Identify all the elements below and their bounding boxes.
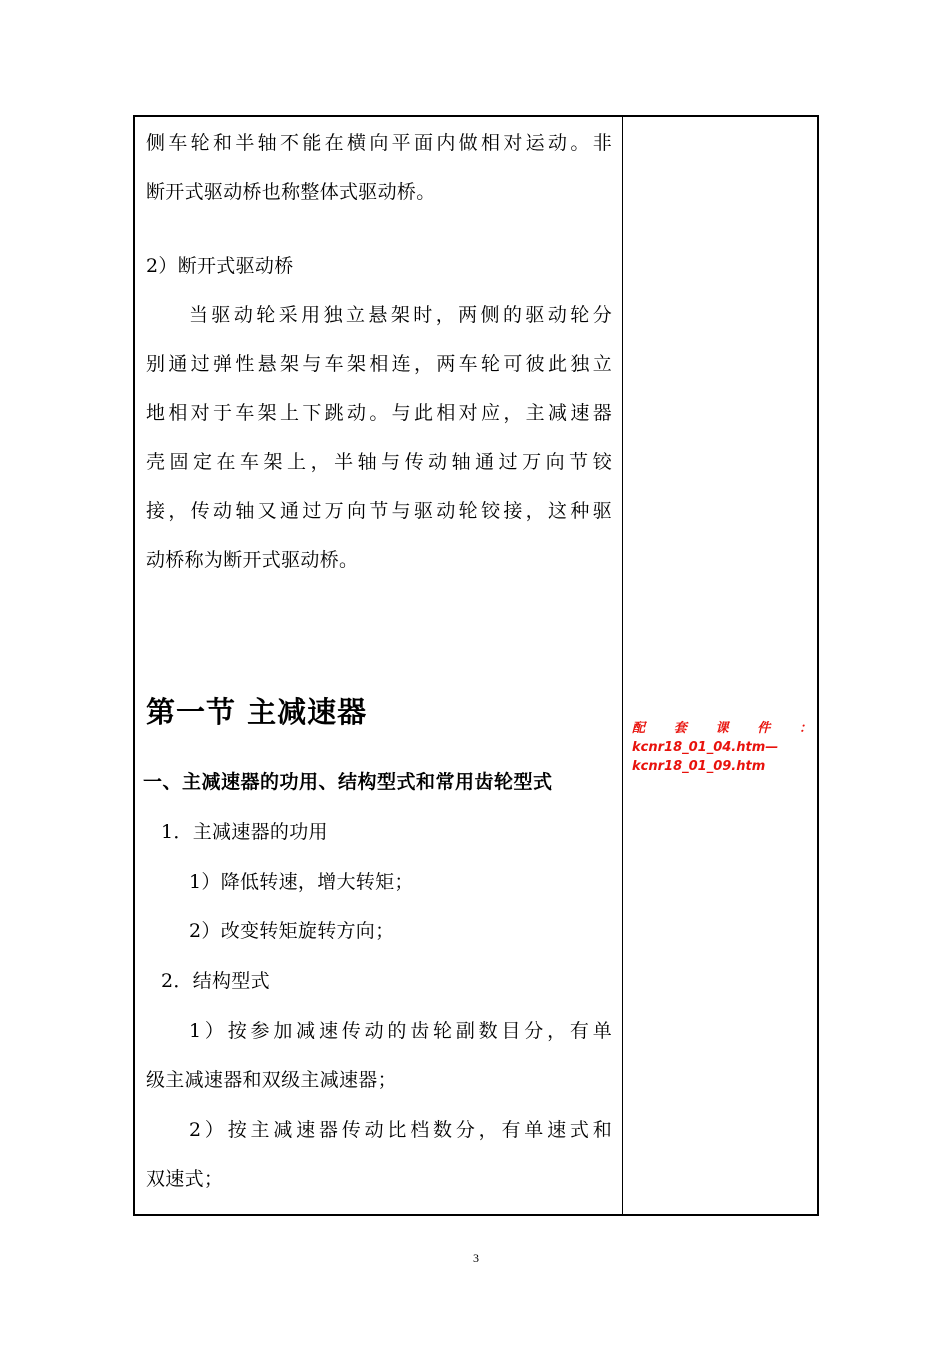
paragraph-line: 别通过弹性悬架与车架相连，两车轮可彼此独立 — [146, 353, 612, 375]
list-heading: 2．结构型式 — [161, 970, 270, 992]
paragraph-line: 壳固定在车架上，半轴与传动轴通过万向节铰 — [146, 451, 612, 473]
paragraph-line: 地相对于车架上下跳动。与此相对应，主减速器 — [146, 402, 612, 424]
list-item-continuation: 级主减速器和双级主减速器； — [146, 1069, 397, 1091]
section-title: 第一节 主减速器 — [146, 695, 368, 729]
paragraph-line: 当驱动轮采用独立悬架时，两侧的驱动轮分 — [189, 304, 612, 326]
list-heading: 1．主减速器的功用 — [161, 821, 328, 843]
list-item: 2）改变转矩旋转方向； — [189, 920, 395, 942]
courseware-label: 配 套 课 件 ： — [632, 721, 812, 736]
paragraph-line: 接，传动轴又通过万向节与驱动轮铰接，这种驱 — [146, 500, 612, 522]
list-item: 1）降低转速，增大转矩； — [189, 871, 414, 893]
list-item: 1）按参加减速传动的齿轮副数目分，有单 — [189, 1020, 612, 1042]
list-heading: 2）断开式驱动桥 — [146, 255, 294, 277]
content-table — [133, 115, 819, 1216]
subsection-title: 一、主减速器的功用、结构型式和常用齿轮型式 — [143, 771, 553, 793]
courseware-link[interactable]: kcnr18_01_04.htm— — [632, 740, 779, 755]
page-number: 3 — [473, 1251, 479, 1265]
paragraph-line: 动桥称为断开式驱动桥。 — [146, 549, 359, 571]
side-column — [623, 117, 819, 1214]
list-item-continuation: 双速式； — [146, 1168, 224, 1190]
paragraph-line: 断开式驱动桥也称整体式驱动桥。 — [146, 181, 436, 203]
courseware-link[interactable]: kcnr18_01_09.htm — [632, 759, 766, 774]
paragraph-line: 侧车轮和半轴不能在横向平面内做相对运动。非 — [146, 132, 612, 154]
list-item: 2）按主减速器传动比档数分，有单速式和 — [189, 1119, 612, 1141]
main-column — [135, 117, 622, 1214]
